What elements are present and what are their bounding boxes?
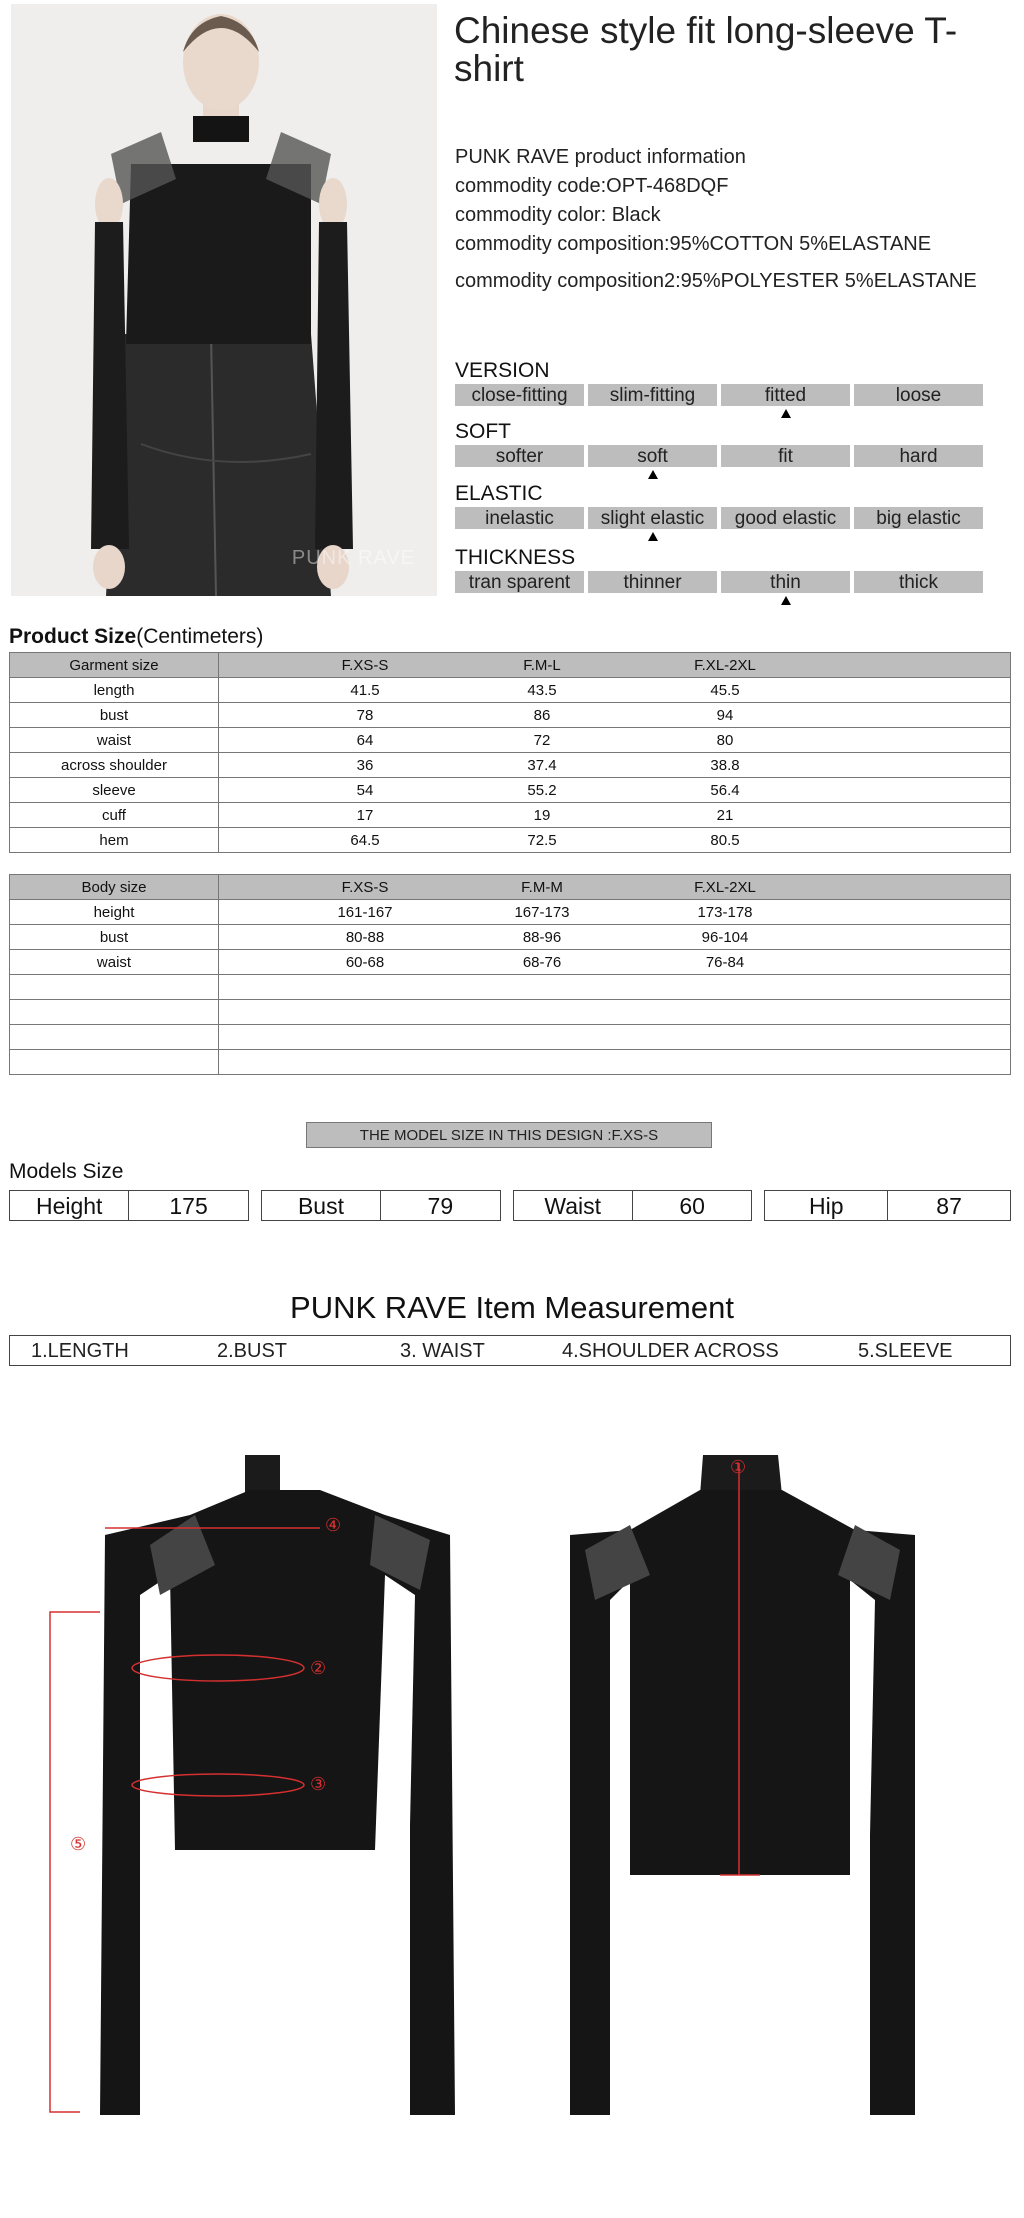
measurement-item: 4.SHOULDER ACROSS bbox=[562, 1340, 779, 1362]
attr-option: slight elastic bbox=[588, 507, 717, 529]
attr-version bbox=[455, 360, 985, 406]
table-cell-value: 88-96 bbox=[522, 928, 562, 946]
model-height: Height 175 bbox=[9, 1190, 249, 1221]
garment-size-table bbox=[9, 652, 1011, 853]
table-cell-value: 86 bbox=[533, 706, 551, 724]
product-size-heading: Product Size(Centimeters) bbox=[9, 625, 264, 648]
attr-option: loose bbox=[854, 384, 983, 406]
table-cell-value: 45.5 bbox=[710, 681, 740, 699]
info-composition: commodity composition:95%COTTON 5%ELASTANE bbox=[455, 233, 932, 255]
table-row bbox=[10, 1000, 1011, 1025]
attr-option: inelastic bbox=[455, 507, 584, 529]
measurement-item: 2.BUST bbox=[217, 1340, 288, 1362]
table-cell-value: F.XL-2XL bbox=[694, 878, 756, 896]
table-cell-label bbox=[10, 1025, 219, 1050]
table-cell-value: F.XS-S bbox=[341, 878, 389, 896]
table-row bbox=[10, 900, 1011, 925]
attr-option: softer bbox=[455, 445, 584, 467]
measurement-item: 3. WAIST bbox=[400, 1340, 485, 1362]
selected-marker-icon bbox=[781, 409, 791, 418]
table-row bbox=[10, 778, 1011, 803]
table-cell-value: 55.2 bbox=[527, 781, 557, 799]
photo-watermark: PUNK RAVE bbox=[291, 547, 415, 569]
attr-option: big elastic bbox=[854, 507, 983, 529]
attr-option: thick bbox=[854, 571, 983, 593]
table-cell-value: 78 bbox=[356, 706, 374, 724]
table-cell-label: cuff bbox=[10, 803, 219, 828]
table-cell-label bbox=[10, 1000, 219, 1025]
table-cell-value: 64.5 bbox=[350, 831, 380, 849]
table-row bbox=[10, 925, 1011, 950]
measurement-item: 5.SLEEVE bbox=[858, 1340, 953, 1362]
table-cell-label: bust bbox=[10, 925, 219, 950]
table-cell-value: 64 bbox=[356, 731, 374, 749]
table-cell-value: F.M-L bbox=[523, 656, 561, 674]
model-waist: Waist 60 bbox=[513, 1190, 753, 1221]
table-cell-value: 72.5 bbox=[527, 831, 557, 849]
table-cell-value: 54 bbox=[356, 781, 374, 799]
table-cell-value: 60-68 bbox=[345, 953, 385, 971]
sleeve-measure-line bbox=[40, 1612, 120, 2112]
attr-title: ELASTIC bbox=[455, 482, 543, 505]
garment-front-image bbox=[120, 1455, 480, 2115]
table-cell-label: waist bbox=[10, 950, 219, 975]
table-cell-value: 80.5 bbox=[710, 831, 740, 849]
table-cell-value: 94 bbox=[716, 706, 734, 724]
models-size-label: Models Size bbox=[9, 1160, 124, 1183]
table-cell-value: 96-104 bbox=[701, 928, 749, 946]
attr-thickness bbox=[455, 547, 985, 593]
info-code: commodity code:OPT-468DQF bbox=[455, 175, 729, 197]
selected-marker-icon bbox=[648, 470, 658, 479]
table-row bbox=[10, 1025, 1011, 1050]
marker-4: ④ bbox=[325, 1515, 342, 1535]
table-row bbox=[10, 703, 1011, 728]
attr-option: good elastic bbox=[721, 507, 850, 529]
table-cell-value: 17 bbox=[356, 806, 374, 824]
table-cell-value: 167-173 bbox=[514, 903, 570, 921]
table-cell-label: waist bbox=[10, 728, 219, 753]
table-cell-value: 72 bbox=[533, 731, 551, 749]
attr-option: fitted bbox=[721, 384, 850, 406]
table-cell-label: Body size bbox=[10, 875, 219, 900]
table-header-row bbox=[10, 653, 1011, 678]
table-cell-label: height bbox=[10, 900, 219, 925]
table-cell-value: F.M-M bbox=[521, 878, 563, 896]
info-color: commodity color: Black bbox=[455, 204, 661, 226]
attr-option: thin bbox=[721, 571, 850, 593]
table-cell-value: 161-167 bbox=[337, 903, 393, 921]
table-cell-value: 76-84 bbox=[705, 953, 745, 971]
table-cell-value: 68-76 bbox=[522, 953, 562, 971]
table-cell-value: 41.5 bbox=[350, 681, 380, 699]
table-row bbox=[10, 753, 1011, 778]
marker-5: ⑤ bbox=[70, 1834, 87, 1854]
selected-marker-icon bbox=[648, 532, 658, 541]
table-cell-value: 19 bbox=[533, 806, 551, 824]
table-row bbox=[10, 828, 1011, 853]
garment-back-image bbox=[570, 1455, 915, 2115]
product-info bbox=[455, 143, 1020, 296]
table-cell-value: F.XL-2XL bbox=[694, 656, 756, 674]
table-row bbox=[10, 728, 1011, 753]
table-cell-value: 80-88 bbox=[345, 928, 385, 946]
attr-option: slim-fitting bbox=[588, 384, 717, 406]
attr-elastic bbox=[455, 483, 985, 529]
attr-option: close-fitting bbox=[455, 384, 584, 406]
table-cell-label: Garment size bbox=[10, 653, 219, 678]
table-cell-value: 36 bbox=[356, 756, 374, 774]
table-cell-value: F.XS-S bbox=[341, 656, 389, 674]
table-row bbox=[10, 803, 1011, 828]
table-cell-value: 173-178 bbox=[697, 903, 753, 921]
measurement-item: 1.LENGTH bbox=[31, 1340, 129, 1362]
body-size-table bbox=[9, 874, 1011, 1075]
selected-marker-icon bbox=[781, 596, 791, 605]
product-title: Chinese style fit long-sleeve T-shirt bbox=[454, 10, 958, 89]
info-composition2: commodity composition2:95%POLYESTER 5%ELASTANE bbox=[455, 270, 977, 292]
table-cell-label: across shoulder bbox=[10, 753, 219, 778]
attr-option: soft bbox=[588, 445, 717, 467]
table-cell-value: 43.5 bbox=[527, 681, 557, 699]
table-row bbox=[10, 975, 1011, 1000]
attr-title: SOFT bbox=[455, 420, 511, 443]
attr-option: hard bbox=[854, 445, 983, 467]
table-cell-value: 56.4 bbox=[710, 781, 740, 799]
table-cell-value: 38.8 bbox=[710, 756, 740, 774]
marker-1: ① bbox=[730, 1457, 747, 1477]
model-hip: Hip 87 bbox=[764, 1190, 1011, 1221]
table-cell-value: 80 bbox=[716, 731, 734, 749]
table-cell-label: sleeve bbox=[10, 778, 219, 803]
models-size-row bbox=[9, 1190, 1011, 1221]
attr-soft bbox=[455, 421, 985, 467]
table-cell-label: bust bbox=[10, 703, 219, 728]
table-cell-label: hem bbox=[10, 828, 219, 853]
measurement-title: PUNK RAVE Item Measurement bbox=[290, 1290, 734, 1325]
attr-option: fit bbox=[721, 445, 850, 467]
attr-option: tran sparent bbox=[455, 571, 584, 593]
model-photo bbox=[11, 4, 437, 596]
table-row bbox=[10, 950, 1011, 975]
table-row bbox=[10, 1050, 1011, 1075]
table-header-row bbox=[10, 875, 1011, 900]
table-cell-label: length bbox=[10, 678, 219, 703]
marker-3: ③ bbox=[310, 1774, 327, 1794]
attr-option: thinner bbox=[588, 571, 717, 593]
table-cell-label bbox=[10, 1050, 219, 1075]
marker-2: ② bbox=[310, 1658, 327, 1678]
table-cell-value: 21 bbox=[716, 806, 734, 824]
model-bust: Bust 79 bbox=[261, 1190, 501, 1221]
table-row bbox=[10, 678, 1011, 703]
attr-title: THICKNESS bbox=[455, 546, 576, 569]
measurement-list bbox=[9, 1335, 1011, 1366]
model-size-note: THE MODEL SIZE IN THIS DESIGN :F.XS-S bbox=[306, 1122, 712, 1148]
table-cell-label bbox=[10, 975, 219, 1000]
attr-title: VERSION bbox=[455, 359, 550, 382]
info-brand: PUNK RAVE product information bbox=[455, 146, 746, 168]
table-cell-value: 37.4 bbox=[527, 756, 557, 774]
